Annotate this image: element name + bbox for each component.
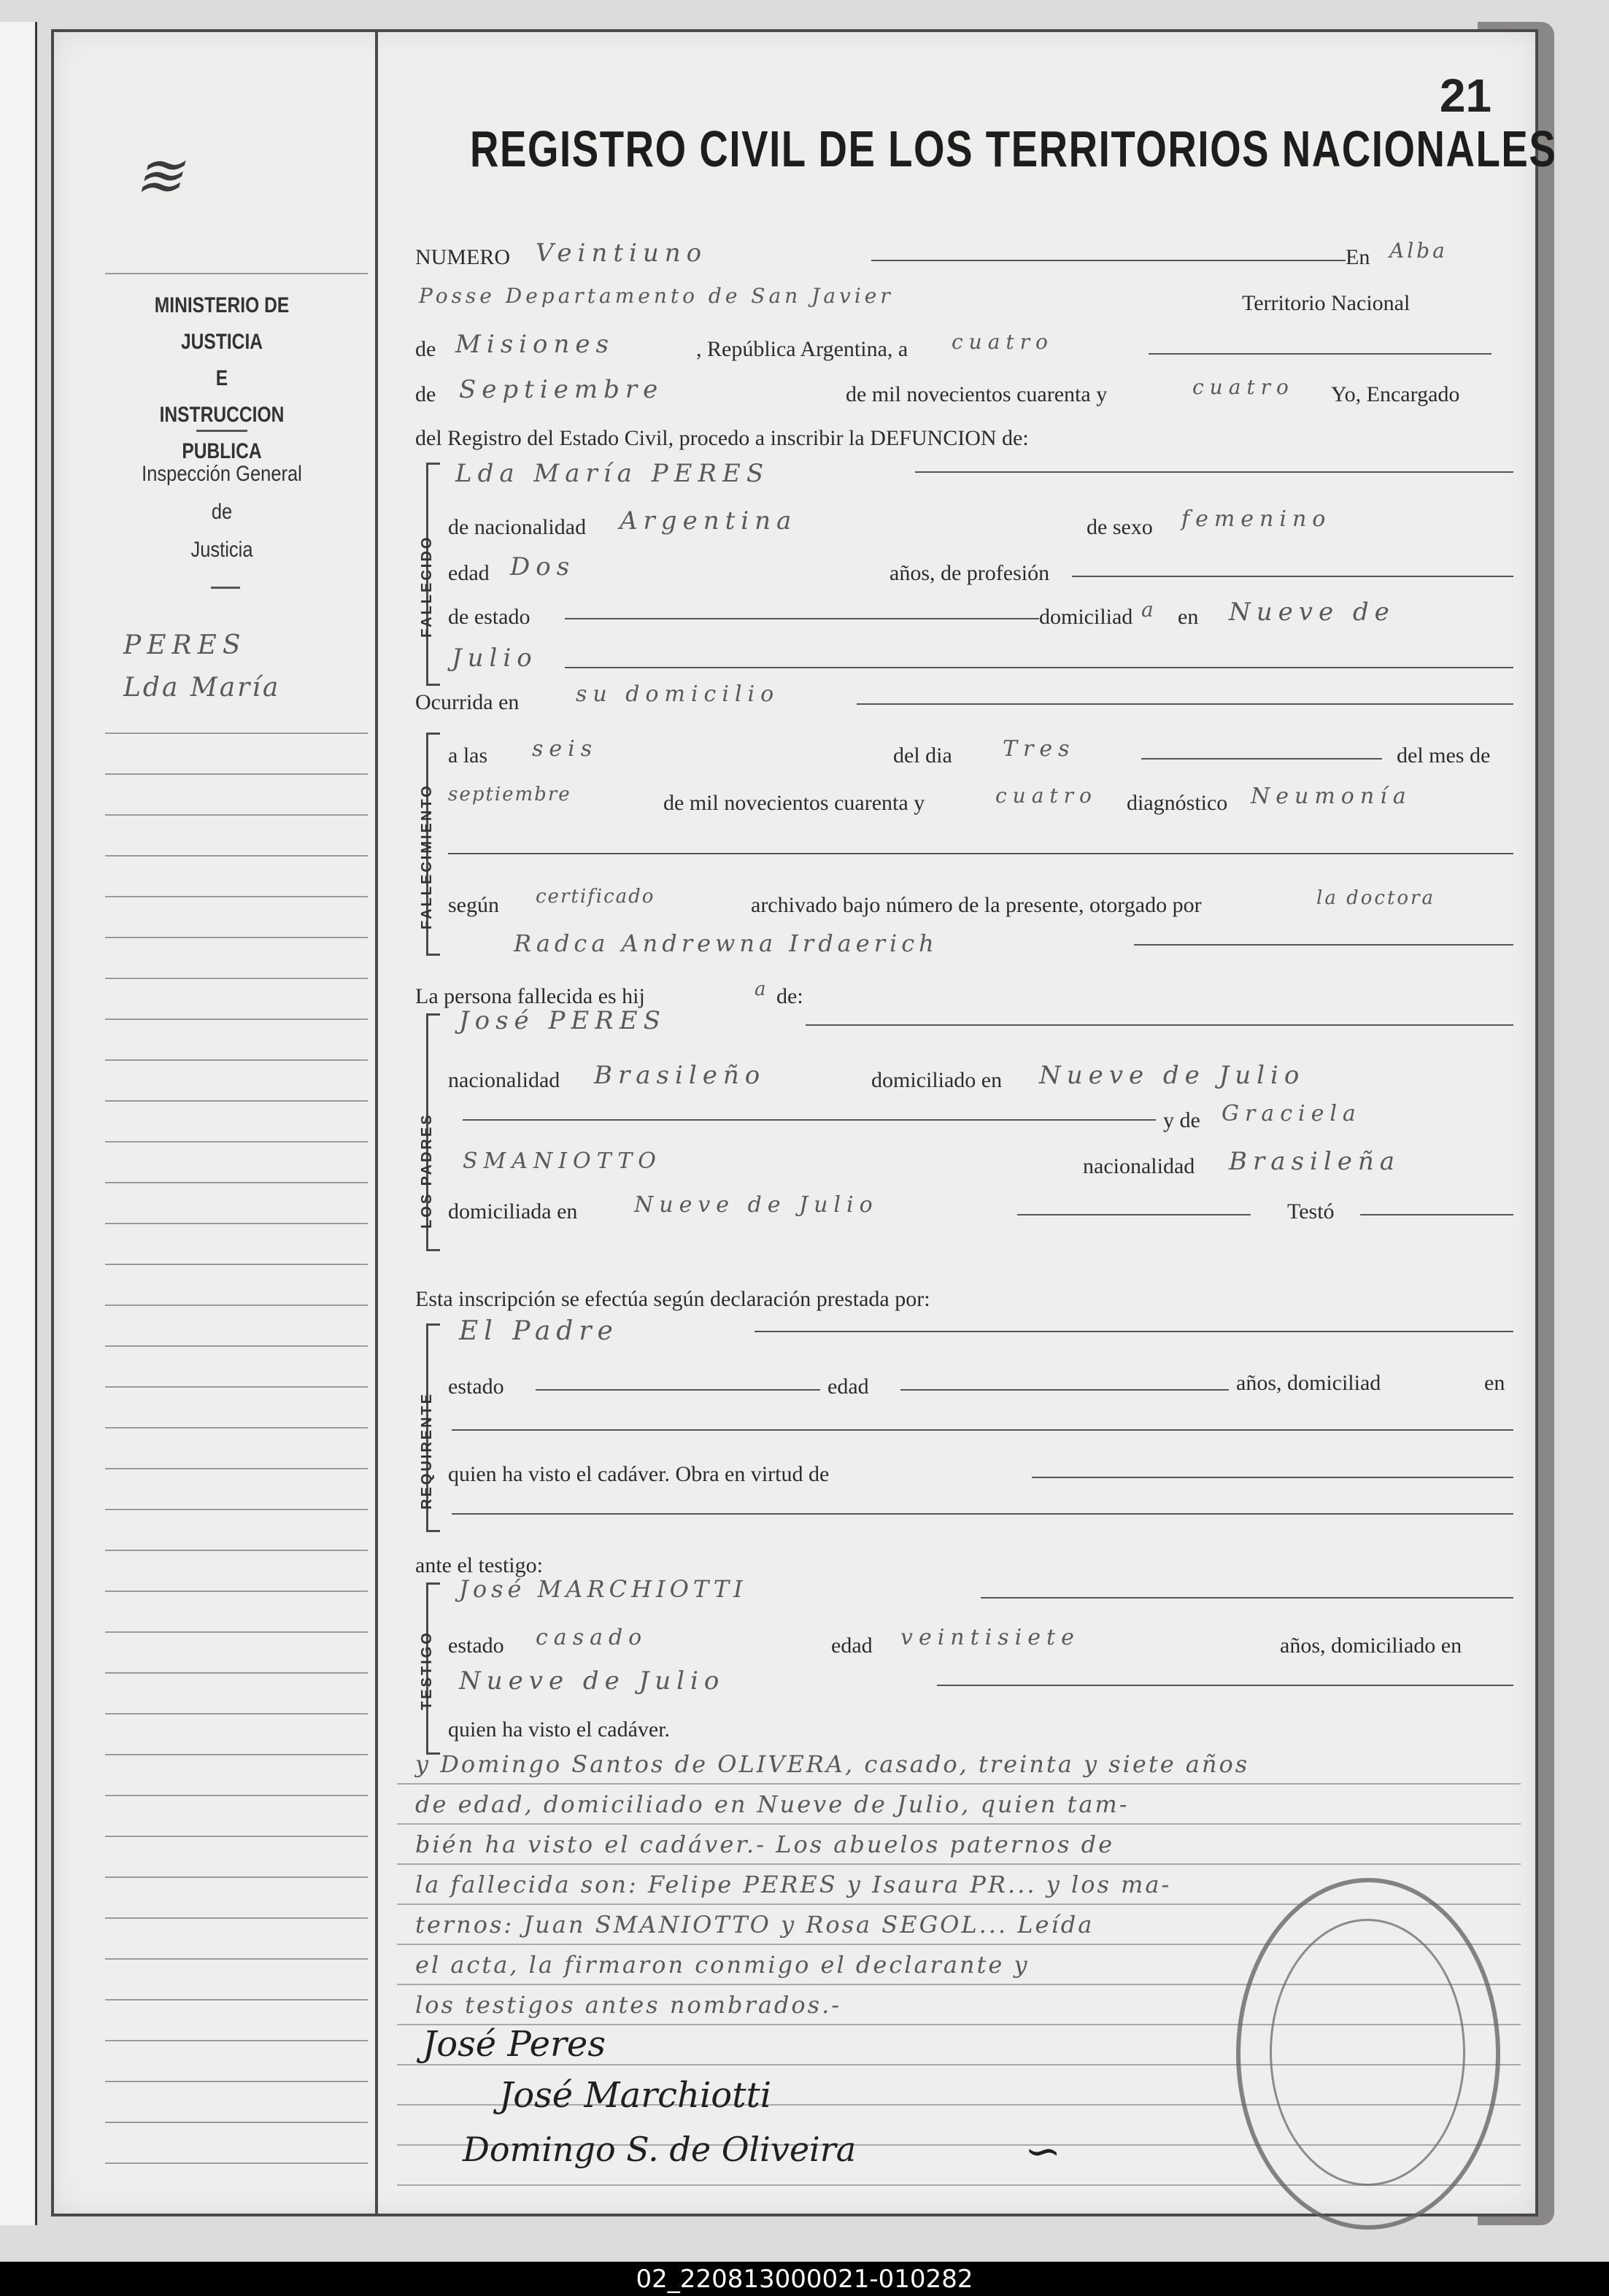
segun-label: según [448, 893, 499, 917]
madre-nac-label: nacionalidad [1083, 1154, 1195, 1178]
signature-marchiotti: José Marchiotti [499, 2075, 772, 2116]
padre-dom-value: Nueve de Julio [1039, 1061, 1305, 1090]
fill-line [755, 1331, 1513, 1332]
fill-line [915, 471, 1513, 473]
hija-suffix: a [755, 978, 766, 1000]
margin-ruled-line [105, 2081, 368, 2082]
ante-label: ante el testigo: [415, 1553, 543, 1577]
footer-bar [0, 2262, 1609, 2296]
fill-line [937, 1685, 1513, 1686]
notes-ruled-line [397, 1823, 1521, 1825]
testigo-dom-value: Nueve de Julio [459, 1666, 725, 1696]
mes-label: del mes de [1397, 743, 1491, 768]
en-label-2: en [1178, 605, 1199, 629]
margin-ruled-line [105, 1836, 368, 1837]
year-text: de mil novecientos cuarenta y [846, 382, 1108, 406]
republica-text: , República Argentina, a [696, 337, 908, 361]
margin-ruled-line [105, 1304, 368, 1306]
margin-ruled-line [105, 1182, 368, 1183]
fallecimiento-side-label: FALLECIMIENTO [419, 784, 435, 929]
sexo-label: de sexo [1087, 515, 1153, 539]
fill-line [806, 1024, 1513, 1026]
margin-dash [211, 587, 240, 589]
territory-value: Misiones [455, 330, 614, 359]
margin-given-name: Lda María [123, 673, 281, 703]
dia-value: Tres [1003, 736, 1076, 762]
ocurrida-value: su domicilio [576, 681, 780, 707]
margin-ruled-line [105, 1876, 368, 1878]
margin-ruled-line [105, 1631, 368, 1633]
place-b: Posse Departamento de San Javier [419, 284, 894, 308]
margin-ruled-line [105, 1550, 368, 1551]
en-label: En [1346, 245, 1370, 269]
page-number: 21 [1439, 69, 1492, 122]
note-line: el acta, la firmaron conmigo el declarante y [415, 1951, 1030, 1979]
fill-line [565, 667, 1513, 668]
testigo-side-label: TESTIGO [419, 1631, 435, 1710]
note-line: los testigos antes nombrados.- [415, 1991, 842, 2019]
year-text-2: de mil novecientos cuarenta y [663, 791, 925, 815]
estado-label: de estado [448, 605, 530, 629]
req-anos-label: años, domiciliad [1236, 1371, 1381, 1395]
margin-ruled-line [105, 1141, 368, 1143]
margin-ruled-line [105, 937, 368, 938]
fill-line [1072, 576, 1513, 577]
margin-ruled-line [105, 2162, 368, 2164]
domicilio-label: domiciliad [1039, 605, 1133, 629]
fill-line [565, 618, 1039, 619]
fill-line [452, 1513, 1513, 1515]
ocurrida-label: Ocurrida en [415, 690, 520, 714]
margin-ruled-line [105, 1059, 368, 1061]
domicilio-cont: Julio [452, 643, 538, 673]
domicilio-value: Nueve de [1229, 598, 1395, 627]
margin-ruled-line [105, 1713, 368, 1715]
otorgado-value: la doctora [1316, 887, 1435, 909]
testigo-visto-label: quien ha visto el cadáver. [448, 1717, 671, 1742]
testigo-estado-value: casado [536, 1625, 648, 1650]
encargado-text: Yo, Encargado [1331, 382, 1460, 406]
diagnostico-value: Neumonía [1251, 784, 1412, 809]
archivado-text: archivado bajo número de la presente, otorgado por [751, 893, 1202, 917]
fill-line [1360, 1214, 1513, 1215]
signature-jose-peres: José Peres [422, 2024, 606, 2065]
page-title: REGISTRO CIVIL DE LOS TERRITORIOS NACIONALES [470, 120, 1557, 177]
margin-ruled-line [105, 1590, 368, 1592]
fill-line [871, 260, 1346, 261]
register-page [51, 29, 1557, 2216]
testo-label: Testó [1287, 1199, 1335, 1224]
place-a: Alba [1389, 239, 1448, 263]
madre-name-a: Graciela [1222, 1101, 1362, 1126]
note-line: y Domingo Santos de OLIVERA, casado, treinta y siete años [415, 1750, 1250, 1778]
de-label: de [415, 337, 436, 361]
fallecido-side-label: FALLECIDO [419, 535, 435, 638]
margin-ruled-line [105, 2122, 368, 2123]
margin-divider [105, 273, 368, 274]
margin-column [54, 32, 378, 2214]
margin-ruled-line [105, 1386, 368, 1388]
fill-line [463, 1119, 1156, 1121]
notes-ruled-line [397, 1863, 1521, 1865]
fill-line [536, 1389, 820, 1391]
margin-ruled-line [105, 1999, 368, 2001]
day-value: cuatro [952, 330, 1054, 354]
domiciliada-label: domiciliada en [448, 1199, 578, 1224]
fill-line [1032, 1477, 1513, 1478]
notes-ruled-line [397, 1783, 1521, 1785]
margin-ruled-line [105, 1018, 368, 1020]
inspection-heading: Inspección General de Justicia [142, 462, 302, 562]
testigo-name: José MARCHIOTTI [459, 1575, 747, 1603]
official-seal [1236, 1878, 1500, 2230]
numero-label: NUMERO [415, 245, 511, 269]
fill-line [452, 1429, 1513, 1431]
profesion-label: años, de profesión [890, 561, 1050, 585]
domiciliado-label: domiciliado en [871, 1068, 1003, 1092]
domicilio-suffix: a [1141, 598, 1160, 622]
margin-ruled-line [105, 1468, 368, 1469]
fill-line [857, 703, 1513, 705]
margin-ruled-line [105, 1223, 368, 1224]
de-padres-label: de: [776, 984, 803, 1008]
req-en-label: en [1484, 1371, 1505, 1395]
dia-label: del dia [893, 743, 952, 768]
hora-value: seis [532, 736, 598, 762]
margin-ruled-line [105, 2040, 368, 2041]
margin-dash [196, 430, 247, 432]
doctora-value: Radca Andrewna Irdaerich [514, 929, 938, 957]
registro-line: del Registro del Estado Civil, procedo a inscribir la DEFUNCION de: [415, 426, 1029, 450]
territorio-label: Territorio Nacional [1242, 291, 1411, 315]
padre-name: José PERES [459, 1006, 666, 1035]
margin-ruled-line [105, 814, 368, 816]
margin-surname: PERES [123, 630, 247, 660]
margin-ruled-line [105, 1672, 368, 1674]
edad-label: edad [448, 561, 490, 585]
mes-value: septiembre [448, 784, 571, 805]
note-line: la fallecida son: Felipe PERES y Isaura PR... y los ma- [415, 1871, 1172, 1898]
margin-ruled-line [105, 855, 368, 857]
req-edad-label: edad [827, 1375, 869, 1399]
margin-ruled-line [105, 1509, 368, 1510]
margin-ruled-line [105, 1795, 368, 1796]
margin-ruled-line [105, 1917, 368, 1919]
numero-value: Veintiuno [536, 239, 708, 268]
diagnostico-label: diagnóstico [1127, 791, 1228, 815]
testigo-edad-label: edad [831, 1634, 873, 1658]
note-line: ternos: Juan SMANIOTTO y Rosa SEGOL... Leída [415, 1911, 1095, 1939]
testigo-estado-label: estado [448, 1634, 504, 1658]
margin-ruled-line [105, 773, 368, 775]
fill-line [448, 853, 1513, 854]
stamp-signature-mark: ≋ [134, 142, 184, 209]
padre-nac-value: Brasileño [594, 1061, 766, 1090]
fill-line [900, 1389, 1229, 1391]
madre-nac-value: Brasileña [1229, 1147, 1400, 1176]
margin-ruled-line [105, 896, 368, 897]
previous-page-edge [0, 22, 37, 2225]
year-value: cuatro [1192, 375, 1294, 399]
margin-ruled-line [105, 978, 368, 979]
req-estado-label: estado [448, 1375, 504, 1399]
margin-ruled-line [105, 1754, 368, 1755]
fill-line [1134, 944, 1513, 946]
signature-oliveira: Domingo S. de Oliveira [463, 2130, 857, 2169]
footer-id: 02_220813000021-010282 [636, 2265, 973, 2294]
edad-value: Dos [510, 552, 576, 581]
note-line: de edad, domiciliado en Nueve de Julio, quien tam- [415, 1790, 1130, 1818]
fill-line [981, 1597, 1513, 1599]
testigo-anos-label: años, domiciliado en [1280, 1634, 1462, 1658]
month-value: Septiembre [459, 375, 664, 404]
margin-ruled-line [105, 1100, 368, 1102]
fill-line [1149, 353, 1492, 355]
year-value-2: cuatro [995, 784, 1097, 808]
margin-ruled-line [105, 733, 368, 734]
madre-name-b: SMANIOTTO [463, 1148, 662, 1174]
signature-registrar: ∽ [1025, 2126, 1062, 2177]
margin-ruled-line [105, 1958, 368, 1960]
fill-line [1017, 1214, 1251, 1215]
requirente-name: El Padre [459, 1316, 619, 1346]
de2-label: de [415, 382, 436, 406]
req-visto-label: quien ha visto el cadáver. Obra en virtud de [448, 1462, 830, 1486]
testigo-edad-value: veintisiete [900, 1625, 1080, 1650]
y-de-label: y de [1163, 1108, 1200, 1132]
padres-side-label: LOS PADRES [419, 1113, 435, 1229]
hija-label: La persona fallecida es hij [415, 984, 645, 1008]
fill-line [1141, 758, 1382, 759]
margin-ruled-line [105, 1264, 368, 1265]
madre-dom-value: Nueve de Julio [634, 1192, 879, 1218]
margin-ruled-line [105, 1427, 368, 1429]
hora-label: a las [448, 743, 488, 768]
segun-value: certificado [536, 886, 655, 908]
note-line: bién ha visto el cadáver.- Los abuelos paternos de [415, 1831, 1115, 1858]
padre-nac-label: nacionalidad [448, 1068, 560, 1092]
nacionalidad-value: Argentina [620, 506, 798, 536]
ministry-heading: MINISTERIO DE JUSTICIA E INSTRUCCION PUBLICA [154, 293, 290, 463]
sexo-value: femenino [1181, 506, 1332, 532]
fallecido-name: Lda María PERES [455, 459, 770, 488]
requirente-side-label: REQUIRENTE [419, 1391, 435, 1510]
requirente-intro: Esta inscripción se efectúa según declaración prestada por: [415, 1287, 930, 1311]
nacionalidad-label: de nacionalidad [448, 515, 587, 539]
margin-ruled-line [105, 1345, 368, 1347]
